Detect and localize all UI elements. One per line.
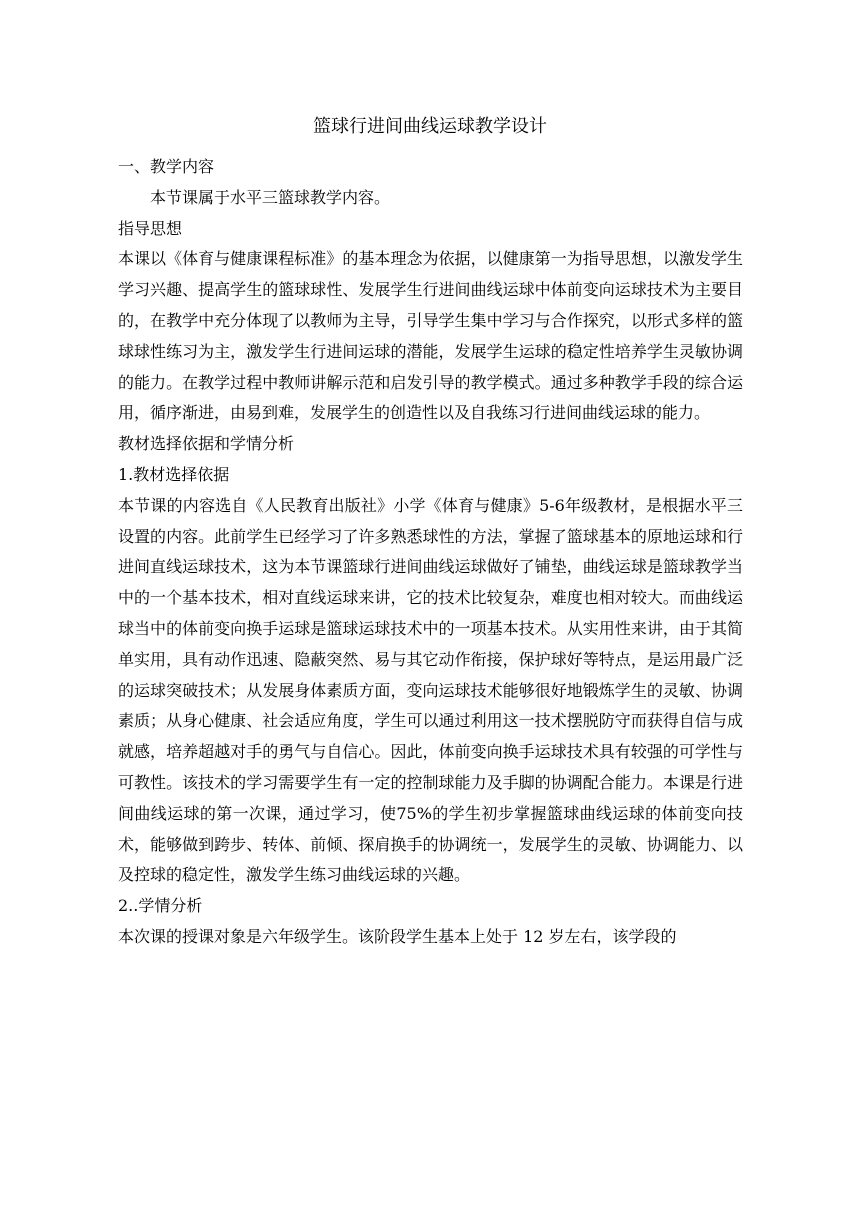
section-heading-teaching-content: 一、教学内容 [118,157,215,176]
document-title: 篮球行进间曲线运球教学设计 [313,116,547,137]
teaching-content-text: 本节课属于水平三篮球教学内容。 [150,187,391,207]
section-heading-materials-analysis: 教材选择依据和学情分析 [118,434,295,454]
subheading-student-analysis: 2..学情分析 [118,896,203,916]
section-heading-guiding-ideology: 指导思想 [118,218,183,238]
document-body [118,152,743,953]
material-basis-paragraph: 本节课的内容选自《人民教育出版社》小学《体育与健康》5-6年级教材，是根据水平三设置的内容。此前学生已经学习了许多熟悉球性的方法，掌握了篮球基本的原地运球和行进间直线运球技术，这为本节课篮球行进间曲线运球做好了铺垫，曲线运球是篮球教学当中的一个基本技术，相对直线运球来讲，它的技术比较复杂，难度也相对较大。而曲线运球当中的体前变向换手运球是篮球运球技术中的一项基本技术。从实用性来讲，由于其简单实用，具有动作迅速、隐蔽突然、易与其它动作衔接，保护球好等特点，是运用最广泛的运球突破技术；从发展身体素质方面，变向运球技术能够很好地锻炼学生的灵敏、协调素质；从身心健康、社会适应角度，学生可以通过利用这一技术摆脱防守而获得自信与成就感，培养超越对手的勇气与自信心。因此，体前变向换手运球技术具有较强的可学性与可教性。该技术的学习需要学生有一定的控制球能力及手脚的协调配合能力。本课是行进间曲线运球的第一次课，通过学习，使75%的学生初步掌握篮球曲线运球的体前变向技术，能够做到跨步、转体、前倾、探肩换手的协调统一，发展学生的灵敏、协调能力、以及控球的稳定性，激发学生练习曲线运球的兴趣。 [118,495,743,885]
subheading-material-basis: 1.教材选择依据 [118,464,230,484]
guiding-ideology-paragraph: 本课以《体育与健康课程标准》的基本理念为依据，以健康第一为指导思想，以激发学生学习兴趣、提高学生的篮球球性、发展学生行进间曲线运球中体前变向运球技术为主要目的，在教学中充分体现了以教师为主导，引导学生集中学习与合作探究，以形式多样的篮球球性练习为主，激发学生行进间运球的潜能，发展学生运球的稳定性培养学生灵敏协调的能力。在教学过程中教师讲解示范和启发引导的教学模式。通过多种教学手段的综合运用，循序渐进，由易到难，发展学生的创造性以及自我练习行进间曲线运球的能力。 [118,249,743,423]
student-analysis-paragraph: 本次课的授课对象是六年级学生。该阶段学生基本上处于 12 岁左右，该学段的 [118,926,677,946]
